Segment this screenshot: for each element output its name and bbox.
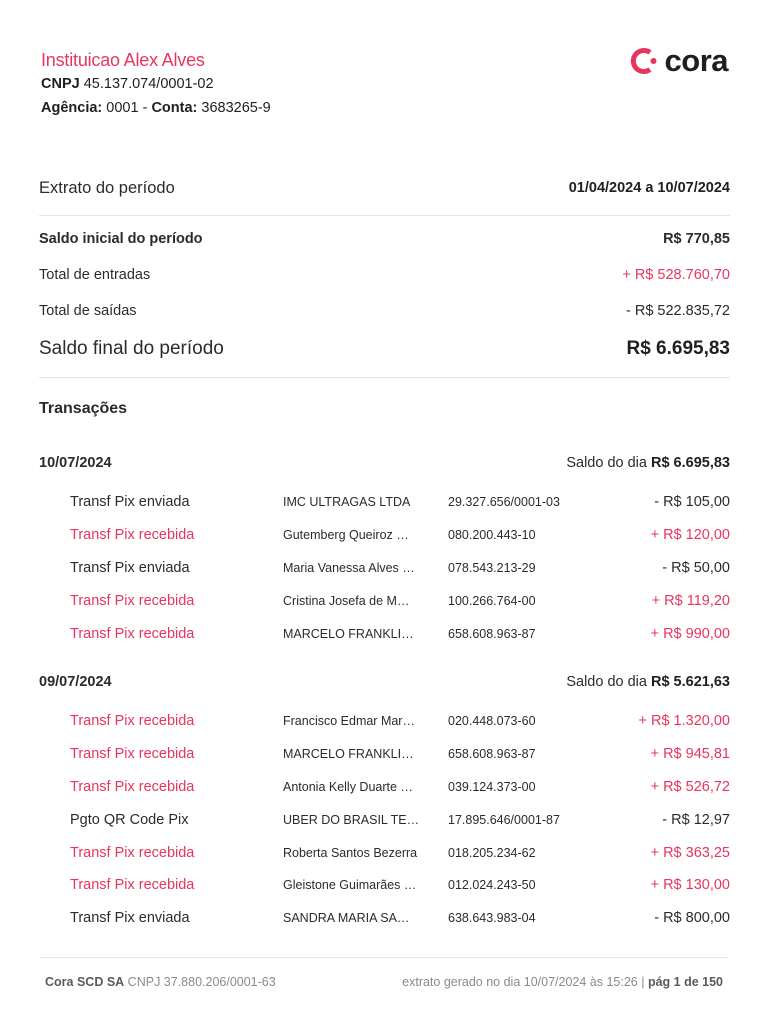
tx-counterparty: SANDRA MARIA SA… xyxy=(283,911,410,925)
tx-counterparty: Cristina Josefa de M… xyxy=(283,594,410,608)
cora-logo-text: cora xyxy=(664,43,728,78)
tx-type: Transf Pix enviada xyxy=(70,560,190,576)
tx-document: 29.327.656/0001-03 xyxy=(448,495,560,509)
day-date: 10/07/2024 xyxy=(39,455,112,471)
tx-document: 080.200.443-10 xyxy=(448,528,536,542)
summary-final xyxy=(39,336,730,362)
transactions-title: Transações xyxy=(39,400,128,417)
cora-logo xyxy=(629,44,728,78)
summary-in xyxy=(39,265,730,285)
total-in-label: Total de entradas xyxy=(39,267,151,283)
tx-document: 020.448.073-60 xyxy=(448,714,536,728)
tx-counterparty: Gleistone Guimarães … xyxy=(283,878,417,892)
tx-document: 658.608.963-87 xyxy=(448,747,536,761)
cnpj-value: 45.137.074/0001-02 xyxy=(83,76,214,92)
transaction-row xyxy=(70,591,730,611)
total-in-value: + R$ 528.760,70 xyxy=(622,267,730,283)
statement-period: 01/04/2024 a 10/07/2024 xyxy=(568,180,730,196)
tx-type: Transf Pix recebida xyxy=(70,527,195,543)
transactions-header xyxy=(39,398,730,420)
day-balance-value: R$ 6.695,83 xyxy=(650,455,730,471)
transaction-row xyxy=(70,777,730,797)
agencia-value: 0001 xyxy=(106,100,139,116)
footer-generated xyxy=(402,975,723,989)
footer-company xyxy=(45,975,276,989)
summary-initial xyxy=(39,229,730,249)
tx-amount: + R$ 119,20 xyxy=(651,593,730,609)
cnpj-line xyxy=(41,72,271,96)
separator: - xyxy=(142,100,148,116)
tx-amount: - R$ 800,00 xyxy=(654,910,730,926)
transaction-row xyxy=(70,711,730,731)
tx-document: 078.543.213-29 xyxy=(448,561,536,575)
tx-amount: + R$ 363,25 xyxy=(650,845,730,861)
tx-document: 100.266.764-00 xyxy=(448,594,536,608)
transaction-row xyxy=(70,744,730,764)
summary-out xyxy=(39,301,730,321)
total-out-label: Total de saídas xyxy=(39,303,137,319)
tx-type: Transf Pix recebida xyxy=(70,845,195,861)
tx-document: 018.205.234-62 xyxy=(448,846,536,860)
tx-amount: + R$ 120,00 xyxy=(650,527,730,543)
tx-counterparty: Antonia Kelly Duarte … xyxy=(283,780,413,794)
tx-type: Transf Pix recebida xyxy=(70,779,195,795)
initial-balance-label: Saldo inicial do período xyxy=(39,231,203,247)
agencia-label: Agência: xyxy=(41,100,103,116)
transaction-row xyxy=(70,810,730,830)
final-balance-label: Saldo final do período xyxy=(39,338,224,359)
tx-counterparty: MARCELO FRANKLI… xyxy=(283,627,414,641)
tx-type: Transf Pix recebida xyxy=(70,593,195,609)
page-footer xyxy=(45,975,723,989)
tx-counterparty: UBER DO BRASIL TE… xyxy=(283,813,420,827)
day-balance xyxy=(566,674,730,690)
footer-divider xyxy=(40,957,728,958)
day-balance-label: Saldo do dia xyxy=(566,674,647,690)
total-out-value: - R$ 522.835,72 xyxy=(626,303,730,319)
tx-type: Transf Pix recebida xyxy=(70,626,195,642)
tx-amount: - R$ 12,97 xyxy=(662,812,730,828)
tx-counterparty: MARCELO FRANKLI… xyxy=(283,747,414,761)
tx-counterparty: Roberta Santos Bezerra xyxy=(283,846,418,860)
statement-title: Extrato do período xyxy=(39,178,175,197)
tx-amount: + R$ 1.320,00 xyxy=(638,713,730,729)
tx-document: 039.124.373-00 xyxy=(448,780,536,794)
day-balance-label: Saldo do dia xyxy=(566,455,647,471)
transaction-row xyxy=(70,558,730,578)
tx-document: 17.895.646/0001-87 xyxy=(448,813,560,827)
conta-value: 3683265-9 xyxy=(201,100,271,116)
day-balance-value: R$ 5.621,63 xyxy=(650,674,730,690)
divider xyxy=(39,215,730,216)
transaction-row xyxy=(70,525,730,545)
day-date: 09/07/2024 xyxy=(39,674,112,690)
tx-amount: - R$ 105,00 xyxy=(654,494,730,510)
tx-document: 012.024.243-50 xyxy=(448,878,536,892)
footer-generated-text: extrato gerado no dia 10/07/2024 às 15:26 | xyxy=(402,975,645,989)
transaction-row xyxy=(70,492,730,512)
tx-type: Transf Pix recebida xyxy=(70,877,195,893)
tx-document: 638.643.983-04 xyxy=(448,911,536,925)
final-balance-value: R$ 6.695,83 xyxy=(626,338,730,359)
tx-amount: - R$ 50,00 xyxy=(662,560,730,576)
tx-amount: + R$ 130,00 xyxy=(650,877,730,893)
day-header xyxy=(39,452,730,474)
cora-logo-icon xyxy=(629,46,659,76)
statement-header xyxy=(39,176,730,200)
tx-counterparty: IMC ULTRAGAS LTDA xyxy=(283,495,411,509)
footer-company-cnpj: CNPJ 37.880.206/0001-63 xyxy=(127,975,276,989)
transaction-row xyxy=(70,875,730,895)
initial-balance-value: R$ 770,85 xyxy=(663,231,730,247)
day-balance xyxy=(566,455,730,471)
tx-amount: + R$ 990,00 xyxy=(650,626,730,642)
institution-name: Instituicao Alex Alves xyxy=(41,50,205,70)
transaction-row xyxy=(70,624,730,644)
day-header xyxy=(39,671,730,693)
tx-counterparty: Maria Vanessa Alves … xyxy=(283,561,415,575)
tx-type: Transf Pix enviada xyxy=(70,494,190,510)
tx-type: Pgto QR Code Pix xyxy=(70,812,189,828)
divider xyxy=(39,377,730,378)
tx-document: 658.608.963-87 xyxy=(448,627,536,641)
conta-label: Conta: xyxy=(151,100,198,116)
footer-company-name: Cora SCD SA xyxy=(45,975,125,989)
account-line xyxy=(41,96,271,120)
account-header xyxy=(41,48,271,120)
transaction-row xyxy=(70,843,730,863)
tx-counterparty: Francisco Edmar Mar… xyxy=(283,714,415,728)
tx-type: Transf Pix recebida xyxy=(70,746,195,762)
tx-type: Transf Pix recebida xyxy=(70,713,195,729)
page-number: pág 1 de 150 xyxy=(647,975,723,989)
transaction-row xyxy=(70,908,730,928)
tx-counterparty: Gutemberg Queiroz … xyxy=(283,528,409,542)
tx-amount: + R$ 526,72 xyxy=(650,779,730,795)
tx-type: Transf Pix enviada xyxy=(70,910,190,926)
cnpj-label: CNPJ xyxy=(41,76,80,92)
tx-amount: + R$ 945,81 xyxy=(650,746,730,762)
